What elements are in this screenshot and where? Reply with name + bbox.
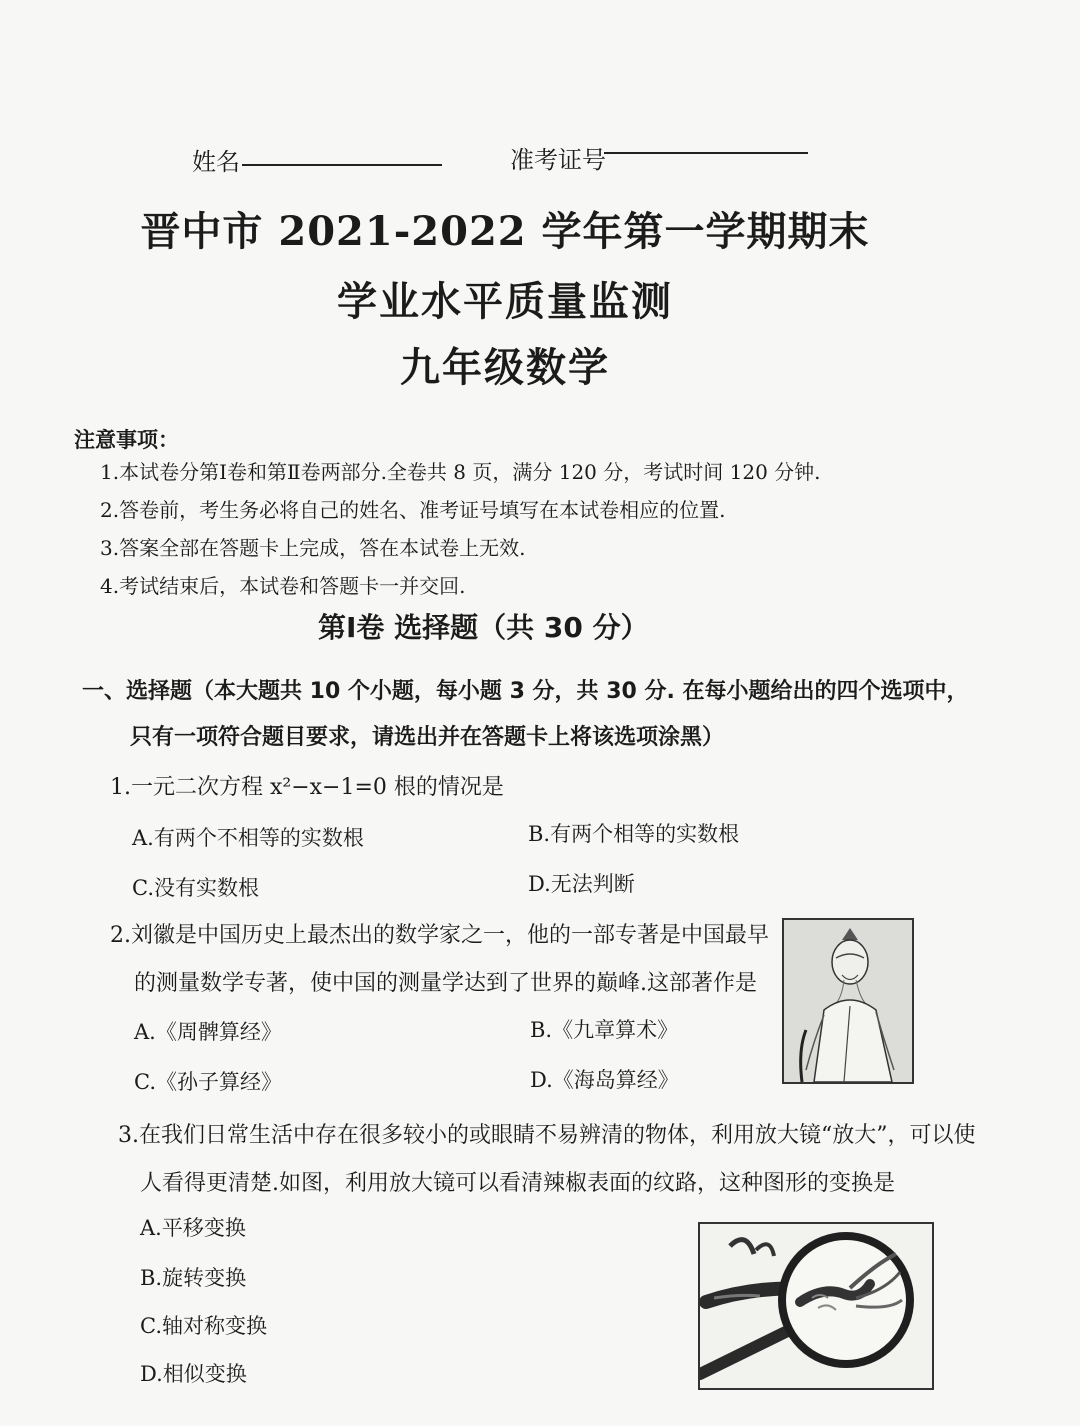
question-1-option-a: A.有两个不相等的实数根 — [132, 826, 364, 850]
question-3-option-c: C.轴对称变换 — [140, 1314, 267, 1338]
notice-item: 1.本试卷分第Ⅰ卷和第Ⅱ卷两部分.全卷共 8 页，满分 120 分，考试时间 120 分钟. — [100, 460, 821, 484]
question-3-stem-continued: 人看得更清楚.如图，利用放大镜可以看清辣椒表面的纹路，这种图形的变换是 — [140, 1171, 895, 1196]
exam-id-blank-line — [604, 152, 808, 154]
exam-subtitle: 学业水平质量监测 — [337, 278, 673, 325]
question-3-option-d: D.相似变换 — [140, 1362, 247, 1386]
question-1-option-b: B.有两个相等的实数根 — [528, 822, 740, 846]
magnifying-glass-icon — [700, 1224, 932, 1388]
notice-item: 3.答案全部在答题卡上完成，答在本试卷上无效. — [100, 536, 526, 560]
section-instruction: 一、选择题（本大题共 10 个小题，每小题 3 分，共 30 分. 在每小题给出的四个选项中， — [82, 679, 969, 704]
name-blank-line — [242, 164, 442, 166]
question-2-stem-continued: 的测量数学专著，使中国的测量学达到了世界的巅峰.这部著作是 — [134, 971, 757, 996]
question-2-stem: 2.刘徽是中国历史上最杰出的数学家之一，他的一部专著是中国最早 — [110, 923, 769, 948]
notice-item: 4.考试结束后，本试卷和答题卡一并交回. — [100, 574, 466, 598]
liu-hui-portrait-image — [782, 918, 914, 1084]
question-1-option-d: D.无法判断 — [528, 872, 635, 896]
name-label: 姓名 — [192, 148, 240, 176]
question-1-stem: 1.一元二次方程 x²−x−1=0 根的情况是 — [110, 775, 504, 800]
question-3-option-b: B.旋转变换 — [140, 1266, 247, 1290]
question-2-option-b: B.《九章算术》 — [530, 1018, 679, 1042]
magnifier-chili-image — [698, 1222, 934, 1390]
notice-heading: 注意事项： — [74, 427, 179, 452]
question-1-option-c: C.没有实数根 — [132, 876, 259, 900]
exam-title: 晋中市 2021-2022 学年第一学期期末 — [140, 208, 870, 255]
section-heading: 第Ⅰ卷 选择题（共 30 分） — [318, 611, 649, 644]
portrait-figure-icon — [784, 920, 912, 1082]
notice-item: 2.答卷前，考生务必将自己的姓名、准考证号填写在本试卷相应的位置. — [100, 498, 726, 522]
question-2-option-c: C.《孙子算经》 — [134, 1070, 282, 1094]
exam-id-label: 准考证号 — [510, 146, 606, 174]
question-2-option-d: D.《海岛算经》 — [530, 1068, 679, 1092]
section-instruction: 只有一项符合题目要求，请选出并在答题卡上将该选项涂黑） — [130, 725, 725, 750]
exam-subject: 九年级数学 — [400, 344, 610, 391]
question-3-stem: 3.在我们日常生活中存在很多较小的或眼睛不易辨清的物体，利用放大镜“放大”，可以使 — [118, 1123, 976, 1148]
question-2-option-a: A.《周髀算经》 — [134, 1020, 282, 1044]
question-3-option-a: A.平移变换 — [140, 1216, 246, 1240]
